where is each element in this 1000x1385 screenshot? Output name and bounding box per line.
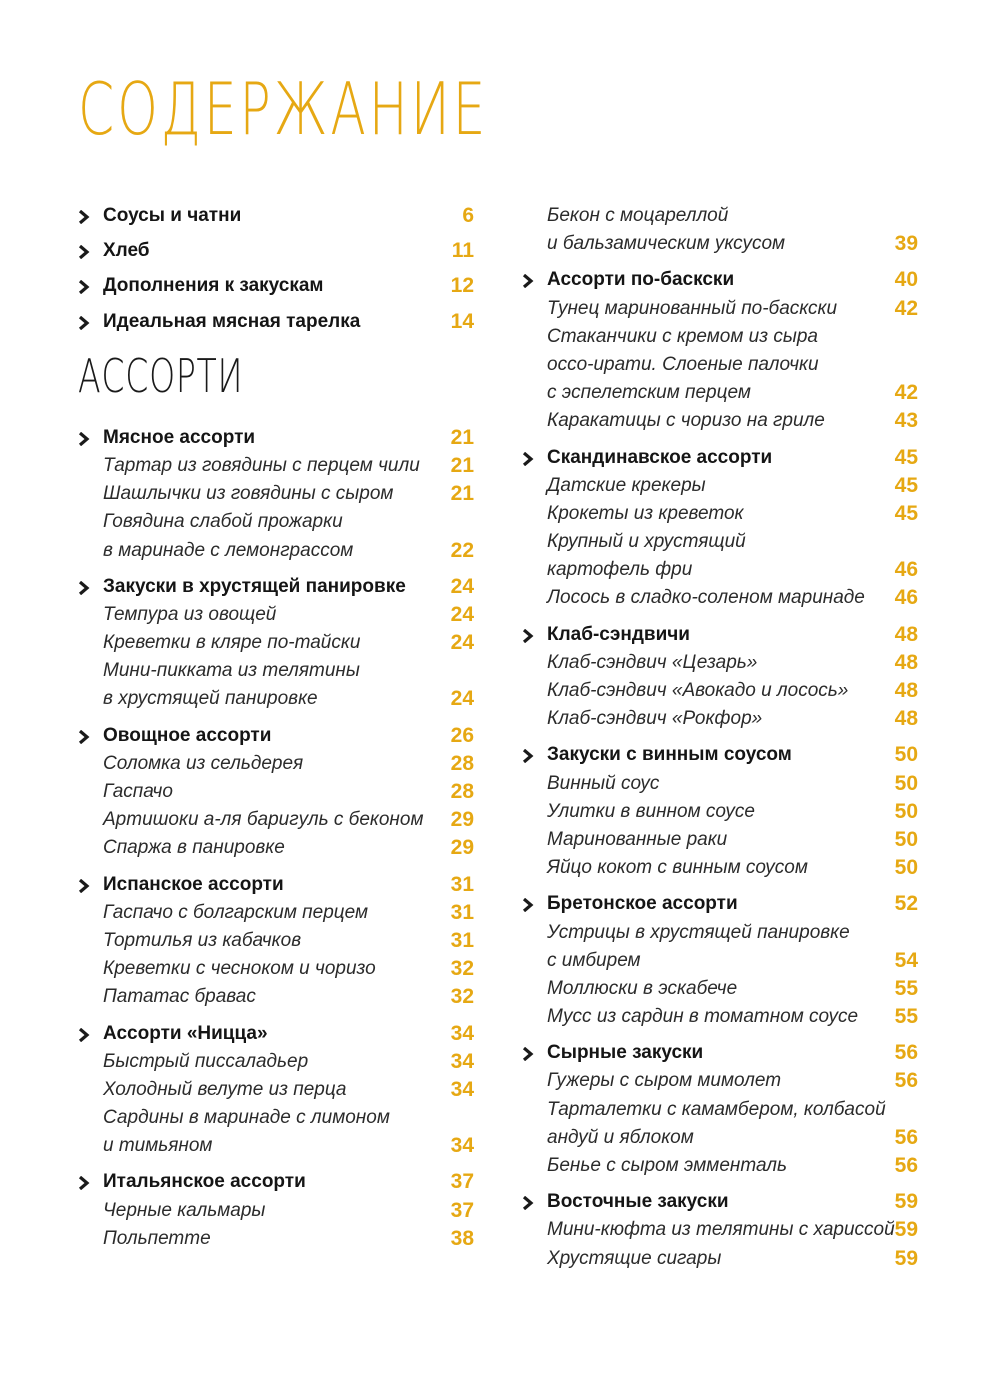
toc-recipe-row	[522, 1152, 918, 1180]
toc-recipe-row	[78, 955, 474, 983]
toc-chapter-row	[78, 722, 474, 750]
toc-recipe-row	[522, 826, 918, 854]
toc-group	[78, 1020, 474, 1161]
toc-group	[522, 621, 918, 734]
page-number: 40	[894, 268, 918, 292]
page-number: 31	[450, 900, 474, 924]
chevron-right-icon	[522, 452, 534, 466]
recipe-title: Быстрый писсаладьер	[103, 1050, 309, 1072]
chapter-title: Бретонское ассорти	[547, 893, 738, 915]
chevron-right-icon	[522, 629, 534, 643]
page-number: 21	[450, 453, 474, 477]
toc-chapter-row	[522, 266, 918, 294]
page-number: 46	[894, 586, 918, 610]
toc-recipe-row	[78, 685, 474, 713]
chevron-right-icon	[78, 432, 90, 446]
page-number: 21	[450, 482, 474, 506]
recipe-title: Мини-пикката из телятины	[103, 660, 360, 682]
toc-recipe-row	[522, 1067, 918, 1095]
recipe-title: оссо-ирати. Слоеные палочки	[547, 353, 819, 375]
toc-recipe-row	[78, 1104, 474, 1132]
chevron-right-icon	[78, 581, 90, 595]
recipe-title: Хрустящие сигары	[547, 1247, 722, 1269]
recipe-title: Клаб-сэндвич «Авокадо и лосось»	[547, 680, 849, 701]
chapter-title: Дополнения к закускам	[103, 275, 324, 297]
toc-recipe-row	[522, 472, 918, 500]
toc-recipe-row	[78, 508, 474, 536]
page-number: 48	[894, 650, 918, 674]
recipe-title: и бальзамическим уксусом	[547, 233, 786, 255]
page-number: 45	[894, 445, 918, 469]
chapter-title: Соусы и чатни	[103, 205, 242, 226]
toc-group	[78, 871, 474, 1012]
chapter-title: Закуски с винным соусом	[547, 744, 792, 766]
page-number: 55	[894, 1005, 918, 1029]
toc-recipe-row	[78, 1048, 474, 1076]
page-number: 43	[894, 409, 918, 433]
toc-recipe-row	[78, 629, 474, 657]
recipe-title: Мусс из сардин в томатном соусе	[547, 1006, 859, 1028]
recipe-title: Стаканчики с кремом из сыра	[547, 325, 818, 347]
section-title: АССОРТИ	[78, 348, 244, 403]
recipe-title: с эспелетским перцем	[547, 382, 751, 404]
page-number: 32	[450, 957, 474, 981]
page-number: 21	[450, 425, 474, 449]
recipe-title: Мини-кюфта из телятины с хариссой	[547, 1219, 895, 1241]
recipe-title: Яйцо кокот с винным соусом	[547, 857, 808, 879]
recipe-title: Тунец маринованный по-баскски	[547, 297, 838, 319]
toc-chapter-row	[78, 573, 474, 601]
recipe-title: Польпетте	[103, 1227, 211, 1249]
recipe-title: Говядина слабой прожарки	[103, 511, 343, 533]
toc-recipe-row	[522, 919, 918, 947]
toc-chapter-row	[522, 890, 918, 918]
page-number: 50	[894, 743, 918, 767]
recipe-title: Соломка из сельдерея	[103, 752, 304, 774]
recipe-title: Винный соус	[547, 772, 660, 794]
section-heading	[78, 336, 474, 424]
chapter-title: Скандинавское ассорти	[547, 446, 773, 468]
toc-chapter-row	[522, 621, 918, 649]
chapter-title: Мясное ассорти	[103, 426, 256, 448]
toc-recipe-row	[78, 983, 474, 1011]
toc-recipe-row	[522, 584, 918, 612]
toc-recipe-row	[78, 452, 474, 480]
toc-recipe-row	[522, 1003, 918, 1031]
page-number: 56	[894, 1154, 918, 1177]
recipe-title: андуй и яблоком	[547, 1126, 694, 1148]
toc-group	[522, 1039, 918, 1180]
toc-recipe-row	[78, 899, 474, 927]
toc-recipe-row	[522, 947, 918, 975]
recipe-title: Тортилья из кабачков	[103, 929, 302, 951]
chevron-right-icon	[78, 316, 90, 330]
recipe-title: Артишоки а-ля баригуль с беконом	[103, 809, 424, 831]
page-number: 50	[894, 856, 918, 880]
page-number: 24	[450, 574, 474, 598]
chapter-title: Хлеб	[103, 240, 150, 262]
page-number: 34	[450, 1134, 474, 1158]
toc-recipe-row	[522, 295, 918, 323]
page-number: 50	[894, 827, 918, 851]
chevron-right-icon	[78, 245, 90, 259]
toc-recipe-row	[522, 1096, 918, 1124]
page-number: 11	[451, 239, 474, 263]
toc-recipe-row	[522, 1216, 918, 1244]
toc-group	[78, 1168, 474, 1253]
recipe-title: Крокеты из креветок	[547, 502, 744, 524]
page-number: 34	[450, 1049, 474, 1073]
toc-chapter-row	[522, 741, 918, 769]
toc-recipe-row	[522, 1124, 918, 1152]
toc-chapter-row	[522, 444, 918, 472]
recipe-title: Шашлычки из говядины с сыром	[103, 483, 394, 505]
page-number: 29	[450, 808, 474, 832]
recipe-title: Тарталетки с камамбером, колбасой	[547, 1098, 886, 1120]
toc-group	[522, 202, 918, 258]
page-number: 37	[450, 1198, 474, 1222]
recipe-title: Клаб-сэндвич «Рокфор»	[547, 708, 763, 730]
toc-recipe-row	[78, 806, 474, 834]
toc-recipe-row	[522, 202, 918, 230]
toc-recipe-row	[78, 1197, 474, 1225]
page-number: 56	[894, 1125, 918, 1149]
toc-chapter-row	[78, 424, 474, 452]
page-number: 12	[450, 274, 474, 298]
toc-recipe-row	[522, 379, 918, 407]
recipe-title: Черные кальмары	[103, 1199, 266, 1221]
toc-chapter-row	[78, 1020, 474, 1048]
chevron-right-icon	[522, 749, 534, 763]
chapter-title: Итальянское ассорти	[103, 1171, 306, 1193]
chevron-right-icon	[78, 730, 90, 744]
recipe-title: Крупный и хрустящий	[547, 531, 746, 553]
page-number: 24	[450, 687, 474, 711]
toc-recipe-row	[522, 1245, 918, 1273]
page-number: 31	[450, 928, 474, 952]
recipe-title: Креветки в кляре по-тайски	[103, 632, 361, 654]
chapter-title: Ассорти по-баскски	[547, 269, 735, 291]
toc-recipe-row	[78, 927, 474, 955]
right-toc-list	[522, 202, 918, 1273]
recipe-title: Датские крекеры	[547, 474, 706, 496]
toc-recipe-row	[522, 528, 918, 556]
toc-recipe-row	[78, 480, 474, 508]
recipe-title: Каракатицы с чоризо на гриле	[547, 410, 825, 432]
page-number: 59	[894, 1218, 918, 1242]
toc-recipe-row	[522, 677, 918, 705]
page-number: 37	[450, 1170, 474, 1194]
toc-group	[522, 1188, 918, 1273]
chevron-right-icon	[522, 898, 534, 912]
chapter-title: Овощное ассорти	[103, 724, 272, 746]
chapter-title: Закуски в хрустящей панировке	[103, 575, 406, 597]
page-number: 59	[894, 1190, 918, 1214]
page-number: 56	[894, 1041, 918, 1065]
toc-recipe-row	[78, 1132, 474, 1160]
toc-recipe-row	[522, 798, 918, 826]
toc-recipe-row	[522, 705, 918, 733]
chapter-title: Испанское ассорти	[103, 873, 284, 895]
page-number: 54	[894, 948, 918, 972]
page-number: 28	[450, 780, 474, 803]
page-number: 45	[894, 501, 918, 525]
page-number: 39	[894, 232, 918, 256]
toc-group	[78, 722, 474, 863]
recipe-title: Темпура из овощей	[103, 603, 277, 625]
chapter-title: Восточные закуски	[547, 1191, 729, 1213]
chapter-title: Ассорти «Ницца»	[103, 1022, 268, 1044]
chevron-right-icon	[78, 1176, 90, 1190]
recipe-title: Гужеры с сыром мимолет	[547, 1070, 782, 1092]
toc-recipe-row	[522, 407, 918, 435]
recipe-title: Бекон с моцареллой	[547, 205, 729, 226]
page-number: 52	[894, 892, 918, 916]
toc-recipe-row	[522, 351, 918, 379]
recipe-title: и тимьяном	[103, 1135, 213, 1157]
recipe-title: Гаспачо	[103, 781, 173, 802]
recipe-title: в маринаде с лемонграссом	[103, 539, 354, 561]
chevron-right-icon	[522, 1047, 534, 1061]
page-number: 14	[450, 309, 474, 333]
page-number: 45	[894, 473, 918, 497]
toc-chapter-row	[78, 308, 474, 336]
toc-recipe-row	[78, 537, 474, 565]
toc-right-column	[522, 202, 918, 1273]
toc-recipe-row	[522, 323, 918, 351]
toc-recipe-row	[522, 770, 918, 798]
recipe-title: Спаржа в панировке	[103, 837, 285, 859]
chevron-right-icon	[78, 1028, 90, 1042]
page-number: 55	[894, 976, 918, 1000]
toc-recipe-row	[522, 230, 918, 258]
page-number: 38	[450, 1226, 474, 1250]
toc-recipe-row	[522, 649, 918, 677]
toc-chapter-row	[78, 871, 474, 899]
recipe-title: Холодный велуте из перца	[103, 1078, 347, 1100]
recipe-title: Гаспачо с болгарским перцем	[103, 901, 368, 923]
chapter-title: Сырные закуски	[547, 1042, 704, 1064]
recipe-title: в хрустящей панировке	[103, 688, 318, 710]
page-number: 50	[894, 771, 918, 795]
toc-group	[78, 424, 474, 565]
chevron-right-icon	[78, 879, 90, 893]
recipe-title: Креветки с чесноком и чоризо	[103, 958, 376, 980]
page-number: 31	[450, 872, 474, 896]
toc-chapter-row	[78, 237, 474, 265]
recipe-title: Тартар из говядины с перцем чили	[103, 454, 420, 476]
recipe-title: Сардины в маринаде с лимоном	[103, 1107, 390, 1129]
recipe-title: Бенье с сыром эмменталь	[547, 1155, 788, 1176]
recipe-title: Лосось в сладко-соленом маринаде	[547, 587, 865, 609]
intro-list	[78, 202, 474, 336]
chapter-title: Клаб-сэндвичи	[547, 623, 690, 645]
page-number: 34	[450, 1077, 474, 1101]
toc-group	[522, 266, 918, 435]
toc-group	[522, 444, 918, 613]
toc-recipe-row	[522, 975, 918, 1003]
recipe-title: Клаб-сэндвич «Цезарь»	[547, 651, 758, 673]
page-number: 50	[894, 799, 918, 823]
page-number: 6	[462, 204, 474, 227]
page-number: 28	[450, 751, 474, 775]
toc-group	[522, 741, 918, 882]
page-number: 48	[894, 622, 918, 646]
page-number: 56	[894, 1069, 918, 1093]
toc-chapter-row	[522, 1039, 918, 1067]
toc-recipe-row	[78, 601, 474, 629]
page-number: 42	[894, 381, 918, 405]
page-number: 42	[894, 296, 918, 320]
page-number: 26	[450, 723, 474, 747]
toc-recipe-row	[522, 500, 918, 528]
toc-chapter-row	[522, 1188, 918, 1216]
chevron-right-icon	[78, 280, 90, 294]
toc-group	[78, 573, 474, 714]
left-toc-list	[78, 424, 474, 1253]
recipe-title: Устрицы в хрустящей панировке	[547, 921, 850, 943]
toc-recipe-row	[78, 1225, 474, 1253]
recipe-title: Моллюски в эскабече	[547, 977, 738, 999]
recipe-title: с имбирем	[547, 949, 641, 971]
toc-recipe-row	[522, 854, 918, 882]
toc-recipe-row	[78, 1076, 474, 1104]
page-title: СОДЕРЖАНИЕ	[78, 67, 489, 151]
recipe-title: Улитки в винном соусе	[547, 800, 755, 822]
page-number: 34	[450, 1021, 474, 1045]
toc-chapter-row	[78, 202, 474, 230]
toc-group	[522, 890, 918, 1031]
toc-recipe-row	[78, 778, 474, 806]
toc-chapter-row	[78, 272, 474, 300]
chevron-right-icon	[522, 274, 534, 288]
chapter-title: Идеальная мясная тарелка	[103, 310, 361, 332]
toc-chapter-row	[78, 1168, 474, 1196]
toc-recipe-row	[78, 834, 474, 862]
page-number: 48	[894, 707, 918, 731]
toc-recipe-row	[78, 657, 474, 685]
page-number: 59	[894, 1246, 918, 1270]
page-number: 29	[450, 836, 474, 860]
toc-left-column	[78, 202, 474, 1253]
page-number: 46	[894, 558, 918, 582]
page-number: 32	[450, 985, 474, 1009]
toc-recipe-row	[522, 556, 918, 584]
chevron-right-icon	[522, 1196, 534, 1210]
page-number: 48	[894, 679, 918, 702]
recipe-title: Пататас бравас	[103, 986, 256, 1008]
page-number: 22	[450, 538, 474, 562]
page-number: 24	[450, 631, 474, 655]
toc-recipe-row	[78, 750, 474, 778]
recipe-title: Маринованные раки	[547, 828, 728, 850]
page-number: 24	[450, 602, 474, 626]
chevron-right-icon	[78, 210, 90, 224]
recipe-title: картофель фри	[547, 559, 693, 581]
